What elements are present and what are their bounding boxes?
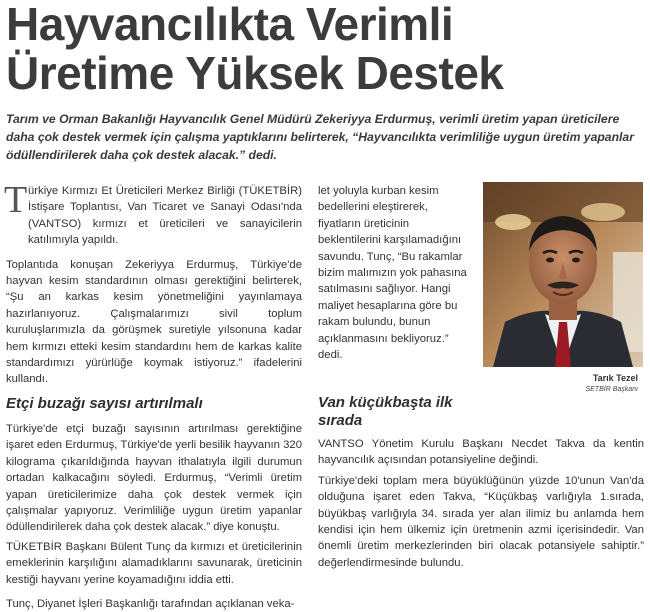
column-2-text: let yoluyla kurban kesim bedellerini eleştirerek, fiyatların üreticinin beklentilerini karşılamadığını savundu. Tunç, “Bu rakamlar bizim malımızın yok pahasına satılmasını sağlıyor. Hangi maliyet hesaplarına göre bu rakam bulundu, bunun açıklanmasını bekliyoruz.” dedi. <box>318 185 467 362</box>
paragraph-3: Türkiye'de etçi buzağı sayısının artırılması gerektiğine işaret eden Erdurmuş, Türkiye'de yerli besilik hayvanın 320 kilograma çıkarıldığında hayvan ithalatıyla ilgili durumun ortadan kalkacağını söyledi. Erdurmuş, “Verimli üretim yapan üreticilerimize daha çok destek vermek için çalışmalar yapıyoruz. Verimliliğe uygun üretim yapanlar ödüllendirilerek daha çok destek alacak.” diye konuştu. <box>6 422 302 534</box>
paragraph-6: VANTSO Yönetim Kurulu Başkanı Necdet Takva da kentin hayvancılık açısından potansiyeline değindi. <box>318 438 644 467</box>
paragraph-5: Tunç, Diyanet İşleri Başkanlığı tarafından açıklanan veka- <box>6 597 295 610</box>
headline-line-2: Üretime Yüksek Destek <box>6 47 504 99</box>
portrait-illustration <box>483 182 643 367</box>
intro-paragraph <box>4 179 302 249</box>
subhead-van-sheep <box>318 394 518 430</box>
subhead-calf-count: Etçi buzağı sayısı artırılmalı <box>6 394 203 412</box>
headline <box>6 0 646 98</box>
column-2 <box>318 183 472 363</box>
photo-caption-role: SETBİR Başkanı <box>585 386 638 393</box>
column-2-lower <box>318 436 644 571</box>
intro-text: ürkiye Kırmızı Et Üreticileri Merkez Birliği (TÜKETBİR) İstişare Toplantısı, Van Ticaret ve Sanayi Odası'nda (VANTSO) kırmızı et üreticileri ve sanayicilerin katılımıyla yapıldı. <box>28 185 302 247</box>
photo-caption-name: Tarık Tezel <box>592 373 638 383</box>
subhead-van-line-1: Van küçükbaşta ilk <box>318 394 453 411</box>
paragraph-4: TÜKETBİR Başkanı Bülent Tunç da kırmızı et üreticilerinin emeklerinin karşılığını alamadıklarını savunarak, üreticinin kestiği hayvanı yerine koyamadığını iddia etti. <box>6 540 302 586</box>
subhead-van-line-2: sırada <box>318 412 363 429</box>
headline-line-1: Hayvancılıkta Verimli <box>6 0 454 50</box>
portrait-photo <box>483 182 643 367</box>
drop-cap: T <box>4 179 28 221</box>
lead-paragraph: Tarım ve Orman Bakanlığı Hayvancılık Genel Müdürü Zekeriyya Erdurmuş, verimli üretim yapan üreticilere daha çok destek vermek için çalışma yaptıklarını belirterek, “Hayvancılıkta verimliliğe uygun üretim yapanlar ödüllendirilerek daha çok destek alacak.” dedi. <box>6 112 634 162</box>
paragraph-2: Toplantıda konuşan Zekeriyya Erdurmuş, Türkiye'de hayvan kesim standardının olması gerektiğini belirterek, “Şu an karkas kesim yönetmeliğini yayınlamaya hazırlanıyoruz. Çalışmalarımızı sivil toplum kuruluşlarımızla da görüşmek suretiyle yılsonuna kadar hem kırmızı etteki kesim standardını hem de karkas kalite standardımızı yürürlüğe koymak istiyoruz.” ifadelerini kullandı. <box>6 258 302 386</box>
column-1 <box>4 179 302 612</box>
paragraph-7: Türkiye'deki toplam mera büyüklüğünün yüzde 10'unun Van'da olduğuna işaret eden Takva, “Küçükbaş varlığıyla 1.sırada, büyükbaş varlığıyla 34. sırada yer alan ilimiz bu anlamda hem kendisi için hem ülkemiz için üretmenin azmi içerisindedir. Van önemli üretim merkezlerinden biri olacak potansiyele sahiptir.” değerlendirmesinde bulundu. <box>318 474 644 569</box>
